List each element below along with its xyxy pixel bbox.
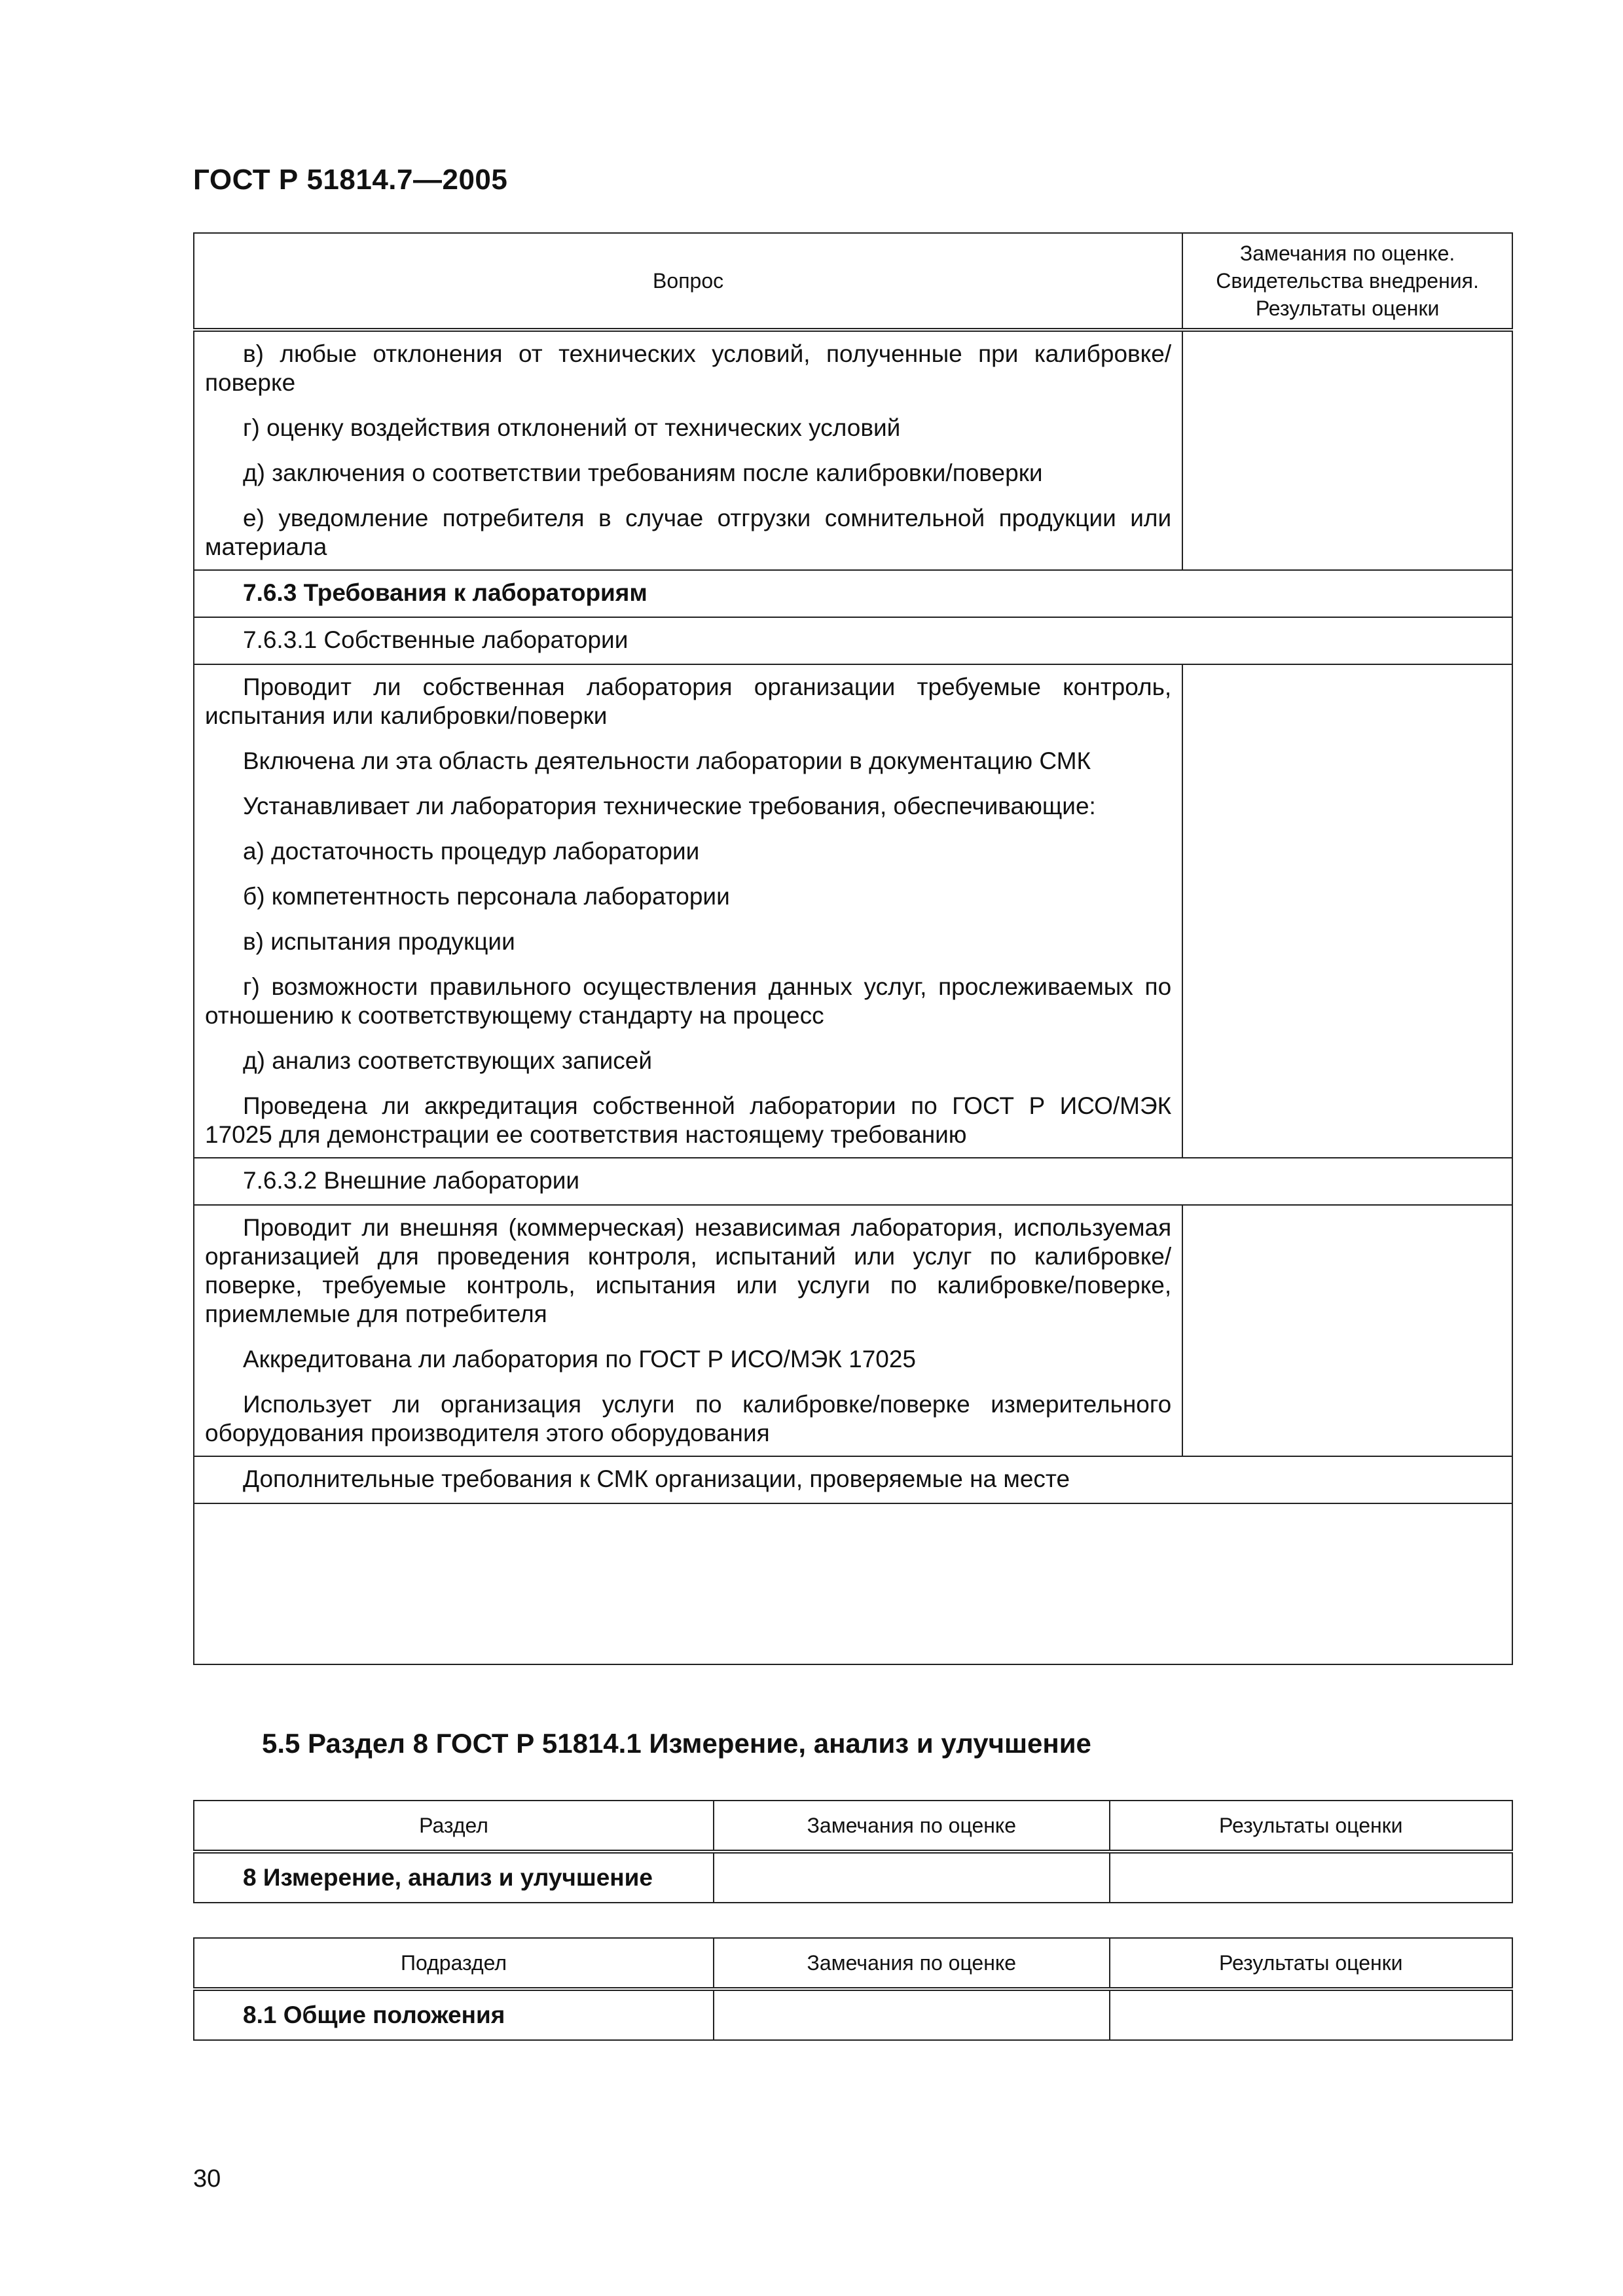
question-item: в) любые отклонения от технических условий, полученные при калибровке/ поверке: [205, 340, 1172, 396]
section-heading-cell: [194, 570, 1512, 617]
question-item: г) оценку воздействия отклонений от технических условий: [243, 414, 901, 441]
question-cell: [194, 330, 1182, 570]
subsection-heading: 7.6.3.2 Внешние лаборатории: [243, 1167, 580, 1194]
column-header-remarks: [1182, 233, 1512, 330]
question-cell: [194, 664, 1182, 1158]
question-item: Устанавливает ли лаборатория технические требования, обеспечивающие:: [243, 793, 1096, 819]
table-header-row: [194, 1801, 1512, 1852]
remarks-header-line: Результаты оценки: [1255, 296, 1440, 320]
question-item: Проводит ли внешняя (коммерческая) независимая лаборатория, используемая организацией для проведения контроля, испытаний или услуг по калибровке/поверке, требуемые контроль, испытания или услуги по калибровке/поверке, приемлемые для потребителя: [205, 1214, 1172, 1327]
question-item: Проводит ли собственная лаборатория организации требуемые контроль, испытания или калибровки/поверки: [205, 673, 1172, 729]
remarks-cell[interactable]: [1182, 1205, 1512, 1456]
column-header-section: Раздел: [194, 1801, 714, 1852]
table-row: [194, 664, 1512, 1158]
additional-row: [194, 1456, 1512, 1503]
table-header-row: [194, 1938, 1512, 1989]
question-item: а) достаточность процедур лаборатории: [243, 838, 700, 865]
additional-heading-cell: [194, 1456, 1512, 1503]
question-item: Проведена ли аккредитация собственной лаборатории по ГОСТ Р ИСО/МЭК 17025 для демонстрации ее соответствия настоящему требованию: [205, 1092, 1172, 1148]
table-row: [194, 1852, 1512, 1903]
blank-row: [194, 1503, 1512, 1664]
remarks-cell[interactable]: [714, 1989, 1109, 2040]
subsection-8-1-table: [193, 1937, 1513, 2041]
question-item: в) испытания продукции: [243, 928, 515, 955]
section-name-cell: 8 Измерение, анализ и улучшение: [194, 1852, 714, 1903]
section-row: [194, 570, 1512, 617]
remarks-header-line: Свидетельства внедрения.: [1216, 269, 1479, 293]
table-row: [194, 1989, 1512, 2040]
question-item: Использует ли организация услуги по калибровке/поверке измерительного оборудования производителя этого оборудования: [205, 1391, 1172, 1446]
remarks-cell[interactable]: [1182, 330, 1512, 570]
question-cell: [194, 1205, 1182, 1456]
table-row: [194, 1205, 1512, 1456]
question-item: д) анализ соответствующих записей: [243, 1047, 653, 1074]
subsection-row: [194, 1158, 1512, 1205]
subsection-name-cell: 8.1 Общие положения: [194, 1989, 714, 2040]
blank-entry-cell[interactable]: [194, 1503, 1512, 1664]
question-item: Аккредитована ли лаборатория по ГОСТ Р ИСО/МЭК 17025: [243, 1346, 917, 1372]
subsection-row: [194, 617, 1512, 664]
results-cell[interactable]: [1110, 1852, 1512, 1903]
column-header-subsection: Подраздел: [194, 1938, 714, 1989]
page-number: 30: [193, 2165, 221, 2193]
question-item: г) возможности правильного осуществления данных услуг, прослеживаемых по отношению к соответствующему стандарту на процесс: [205, 973, 1172, 1029]
document-code: ГОСТ Р 51814.7—2005: [193, 164, 508, 196]
section-title: 5.5 Раздел 8 ГОСТ Р 51814.1 Измерение, анализ и улучшение: [262, 1728, 1091, 1759]
column-header-question: Вопрос: [194, 233, 1182, 330]
audit-table-7-6: [193, 232, 1513, 1665]
remarks-cell[interactable]: [714, 1852, 1109, 1903]
subsection-heading-cell: [194, 1158, 1512, 1205]
column-header-results: Результаты оценки: [1110, 1938, 1512, 1989]
column-header-remarks: Замечания по оценке: [714, 1801, 1109, 1852]
remarks-cell[interactable]: [1182, 664, 1512, 1158]
question-item: е) уведомление потребителя в случае отгрузки сомнительной продукции или материала: [205, 505, 1172, 560]
results-cell[interactable]: [1110, 1989, 1512, 2040]
subsection-heading: 7.6.3.1 Собственные лаборатории: [243, 626, 629, 653]
column-header-remarks: Замечания по оценке: [714, 1938, 1109, 1989]
column-header-results: Результаты оценки: [1110, 1801, 1512, 1852]
question-item: д) заключения о соответствии требованиям после калибровки/поверки: [243, 459, 1043, 486]
subsection-heading-cell: [194, 617, 1512, 664]
remarks-header-line: Замечания по оценке.: [1239, 242, 1455, 265]
section-heading: 7.6.3 Требования к лабораториям: [243, 579, 647, 606]
question-item: б) компетентность персонала лаборатории: [243, 883, 730, 910]
section-8-table: [193, 1800, 1513, 1903]
table-header-row: [194, 233, 1512, 330]
additional-requirements-label: Дополнительные требования к СМК организации, проверяемые на месте: [243, 1465, 1070, 1492]
question-item: Включена ли эта область деятельности лаборатории в документацию СМК: [243, 747, 1091, 774]
table-row: [194, 330, 1512, 570]
